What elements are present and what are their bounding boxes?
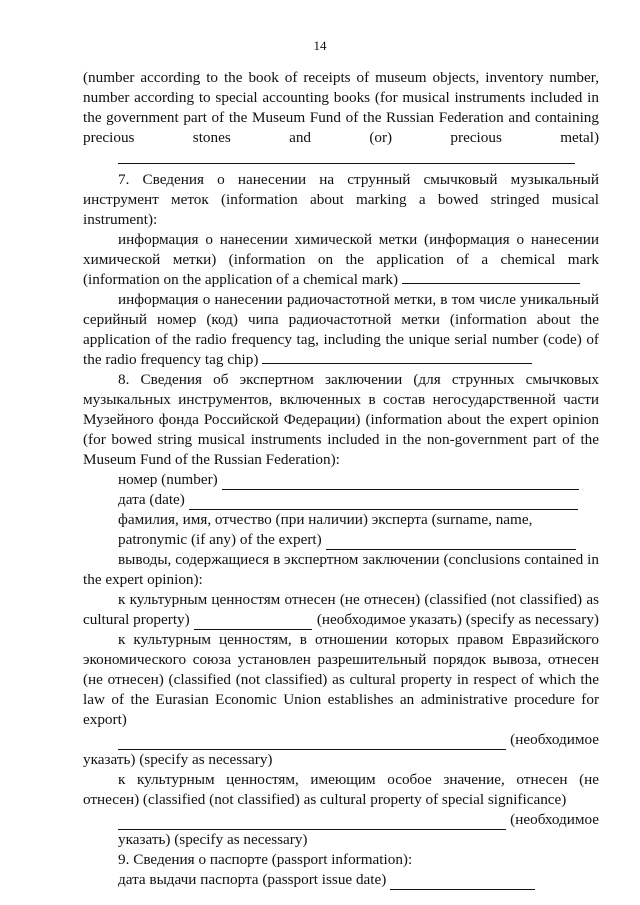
- chemical-mark-label: информация о нанесении химической метки (информация о нанесении химической метки) (information on the application of a chemical mark (information on the application of a chemical mark): [83, 231, 599, 288]
- rf-tag-text: [83, 290, 599, 370]
- section-9-heading: 9. Сведения о паспорте (passport information):: [118, 851, 413, 868]
- expert-date-row: [83, 490, 599, 510]
- passport-date-field[interactable]: [390, 875, 535, 890]
- cultural-property-label: cultural property): [83, 611, 190, 628]
- expert-number-label: номер (number): [118, 471, 218, 488]
- eaeu-row: [83, 730, 599, 750]
- section-7-heading: 7. Сведения о нанесении на струнный смычковый музыкальный инструмент меток (information about marking a bowed stringed musical instrument):: [83, 171, 599, 228]
- eaeu-text: к культурным ценностям, в отношении которых правом Евразийского экономического союза установлен разрешительный порядок вывоза, отнесен (не отнесен) (classified (not classified) as cultural property in respect of which the law of the Eurasian Economic Union establishes an administrative procedure for export): [83, 631, 599, 728]
- expert-name-line-1: фамилия, имя, отчество (при наличии) эксперта (surname, name,: [118, 511, 533, 528]
- expert-number-row: [83, 470, 599, 490]
- chemical-mark-text: [83, 230, 599, 290]
- special-significance-text: к культурным ценностям, имеющим особое значение, отнесен (не отнесен) (classified (not classified) as cultural property of special significance): [83, 771, 599, 808]
- special-field[interactable]: [118, 815, 506, 830]
- expert-number-field[interactable]: [222, 475, 579, 490]
- passport-date-label: дата выдачи паспорта (passport issue date): [118, 871, 387, 888]
- expert-name-row: [83, 530, 599, 550]
- expert-date-label: дата (date): [118, 491, 185, 508]
- expert-name-field[interactable]: [326, 535, 576, 550]
- special-specify: указать) (specify as necessary): [118, 831, 308, 848]
- eaeu-specify: указать) (specify as necessary): [83, 751, 273, 768]
- chemical-mark-field[interactable]: [402, 271, 580, 284]
- conclusions-text: выводы, содержащиеся в экспертном заключении (conclusions contained in the expert opinion):: [83, 551, 599, 588]
- cultural-property-specify: (необходимое указать) (specify as necessary): [316, 611, 599, 628]
- expert-date-field[interactable]: [189, 495, 578, 510]
- special-row: [83, 810, 599, 830]
- eaeu-necessary: (необходимое: [510, 731, 599, 748]
- section-6-text: (number according to the book of receipts of museum objects, inventory number, number according to special accounting books (for musical instruments included in the government part of the Museum Fund of the Russian Federation and containing precious stones and (or) precious metal): [83, 69, 599, 146]
- rf-tag-field[interactable]: [262, 351, 532, 364]
- cultural-property-row: [83, 610, 599, 630]
- special-necessary: (необходимое: [510, 811, 599, 828]
- section-8-heading: 8. Сведения об экспертном заключении (для струнных смычковых музыкальных инструментов, включенных в состав негосударственной части Музейного фонда Российской Федерации) (information about the expert opinion (for bowed string musical instruments included in the non-government part of the Museum Fund of the Russian Federation):: [83, 371, 599, 468]
- expert-name-label: patronymic (if any) of the expert): [118, 531, 322, 548]
- passport-date-row: [83, 870, 599, 890]
- page-number: 14: [313, 38, 327, 53]
- document-body: [83, 68, 599, 890]
- cultural-property-field[interactable]: [194, 615, 312, 630]
- eaeu-field[interactable]: [118, 735, 506, 750]
- rf-tag-label: информация о нанесении радиочастотной метки, в том числе уникальный серийный номер (код) чипа радиочастотной метки (information about the application of the radio frequency tag, including the unique serial number (code) of the radio frequency tag chip): [83, 291, 599, 368]
- cultural-property-line-1: к культурным ценностям отнесен (не отнесен) (classified (not classified) as: [118, 591, 599, 608]
